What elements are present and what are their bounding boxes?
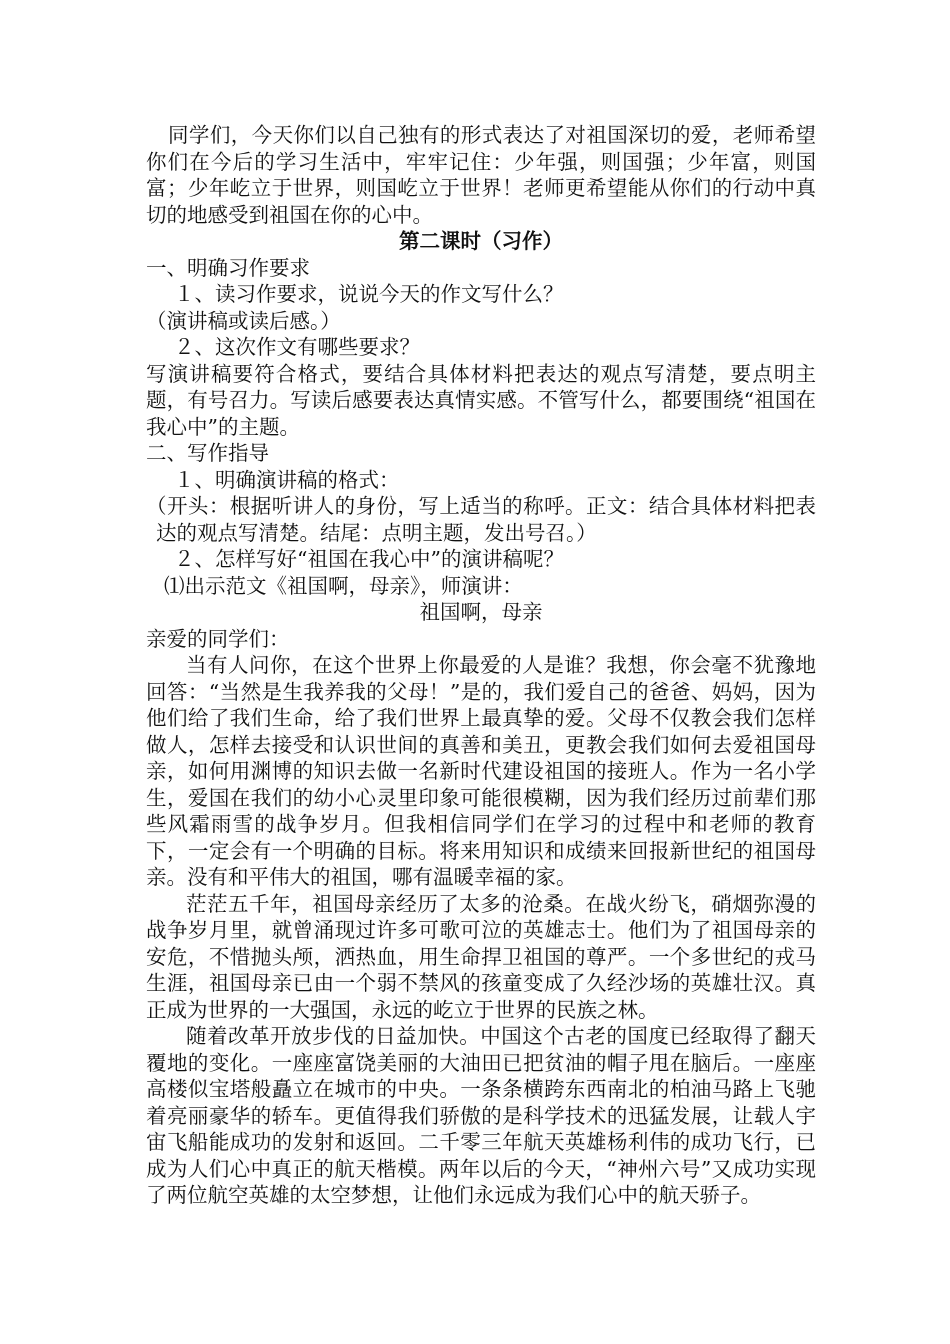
document-page — [146, 122, 816, 1209]
section1-item2: ２、这次作文有哪些要求？ — [174, 335, 420, 359]
speech-salutation: 亲爱的同学们： — [146, 626, 290, 651]
section1-item2-answer: 写演讲稿要符合格式，要结合具体材料把表达的观点写清楚，要点明主题，有号召力。写读后感要表达真情实感。不管写什么，都要围绕“祖国在我心中”的主题。 — [146, 361, 816, 439]
section2-item2-sub: ⑴出示范文《祖国啊，母亲》，师演讲： — [164, 573, 523, 598]
section2-heading: 二、写作指导 — [146, 441, 269, 465]
section1-heading: 一、明确习作要求 — [146, 255, 310, 280]
section2-item1: １、明确演讲稿的格式： — [174, 467, 400, 492]
section1-item1: １、读习作要求，说说今天的作文写什么？ — [174, 282, 564, 306]
section1-item1-answer: （演讲稿或读后感。） — [146, 308, 341, 333]
speech-paragraph: 当有人问你，在这个世界上你最爱的人是谁？我想，你会毫不犹豫地回答：“当然是生我养我的父母！”是的，我们爱自己的爸爸、妈妈，因为他们给了我们生命，给了我们世界上最真挚的爱。父母不仅教会我们怎样做人，怎样去接受和认识世间的真善和美丑，更教会我们如何去爱祖国母亲，如何用渊博的知识去做一名新时代建设祖国的接班人。作为一名小学生，爱国在我们的幼小心灵里印象可能很模糊，因为我们经历过前辈们那些风霜雨雪的战争岁月。但我相信同学们在学习的过程中和老师的教育下，一定会有一个明确的目标。将来用知识和成绩来回报新世纪的祖国母亲。没有和平伟大的祖国，哪有温暖幸福的家。 — [146, 653, 816, 889]
section2-item1-answer: （开头：根据听讲人的身份，写上适当的称呼。正文：结合具体材料把表达的观点写清楚。结尾：点明主题，发出号召。） — [146, 494, 816, 545]
speech-paragraph: 茫茫五千年，祖国母亲经历了太多的沧桑。在战火纷飞，硝烟弥漫的战争岁月里，就曾涌现过许多可歌可泣的英雄志士。他们为了祖国母亲的安危，不惜抛头颅，洒热血，用生命捍卫祖国的尊严。一个多世纪的戎马生涯，祖国母亲已由一个弱不禁风的孩童变成了久经沙场的英雄壮汉。真正成为世界的一大强国，永远的屹立于世界的民族之林。 — [146, 891, 816, 1022]
intro-paragraph: 同学们，今天你们以自己独有的形式表达了对祖国深切的爱，老师希望你们在今后的学习生活中，牢牢记住：少年强，则国强；少年富，则国富；少年屹立于世界，则国屹立于世界！老师更希望能从你们的行动中真切的地感受到祖国在你的心中。 — [146, 123, 816, 227]
lesson-title: 第二课时（习作） — [399, 229, 563, 253]
speech-paragraph: 随着改革开放步伐的日益加快。中国这个古老的国度已经取得了翻天覆地的变化。一座座富饶美丽的大油田已把贫油的帽子甩在脑后。一座座高楼似宝塔般矗立在城市的中央。一条条横跨东西南北的柏油马路上飞驰着亮丽豪华的轿车。更值得我们骄傲的是科学技术的迅猛发展，让载人宇宙飞船能成功的发射和返回。二千零三年航天英雄杨利伟的成功飞行，已成为人们心中真正的航天楷模。两年以后的今天，“神州六号”又成功实现了两位航空英雄的太空梦想，让他们永远成为我们心中的航天骄子。 — [146, 1024, 816, 1207]
section2-item2: ２、怎样写好“祖国在我心中”的演讲稿呢？ — [174, 547, 564, 571]
speech-title: 祖国啊，母亲 — [419, 600, 543, 624]
